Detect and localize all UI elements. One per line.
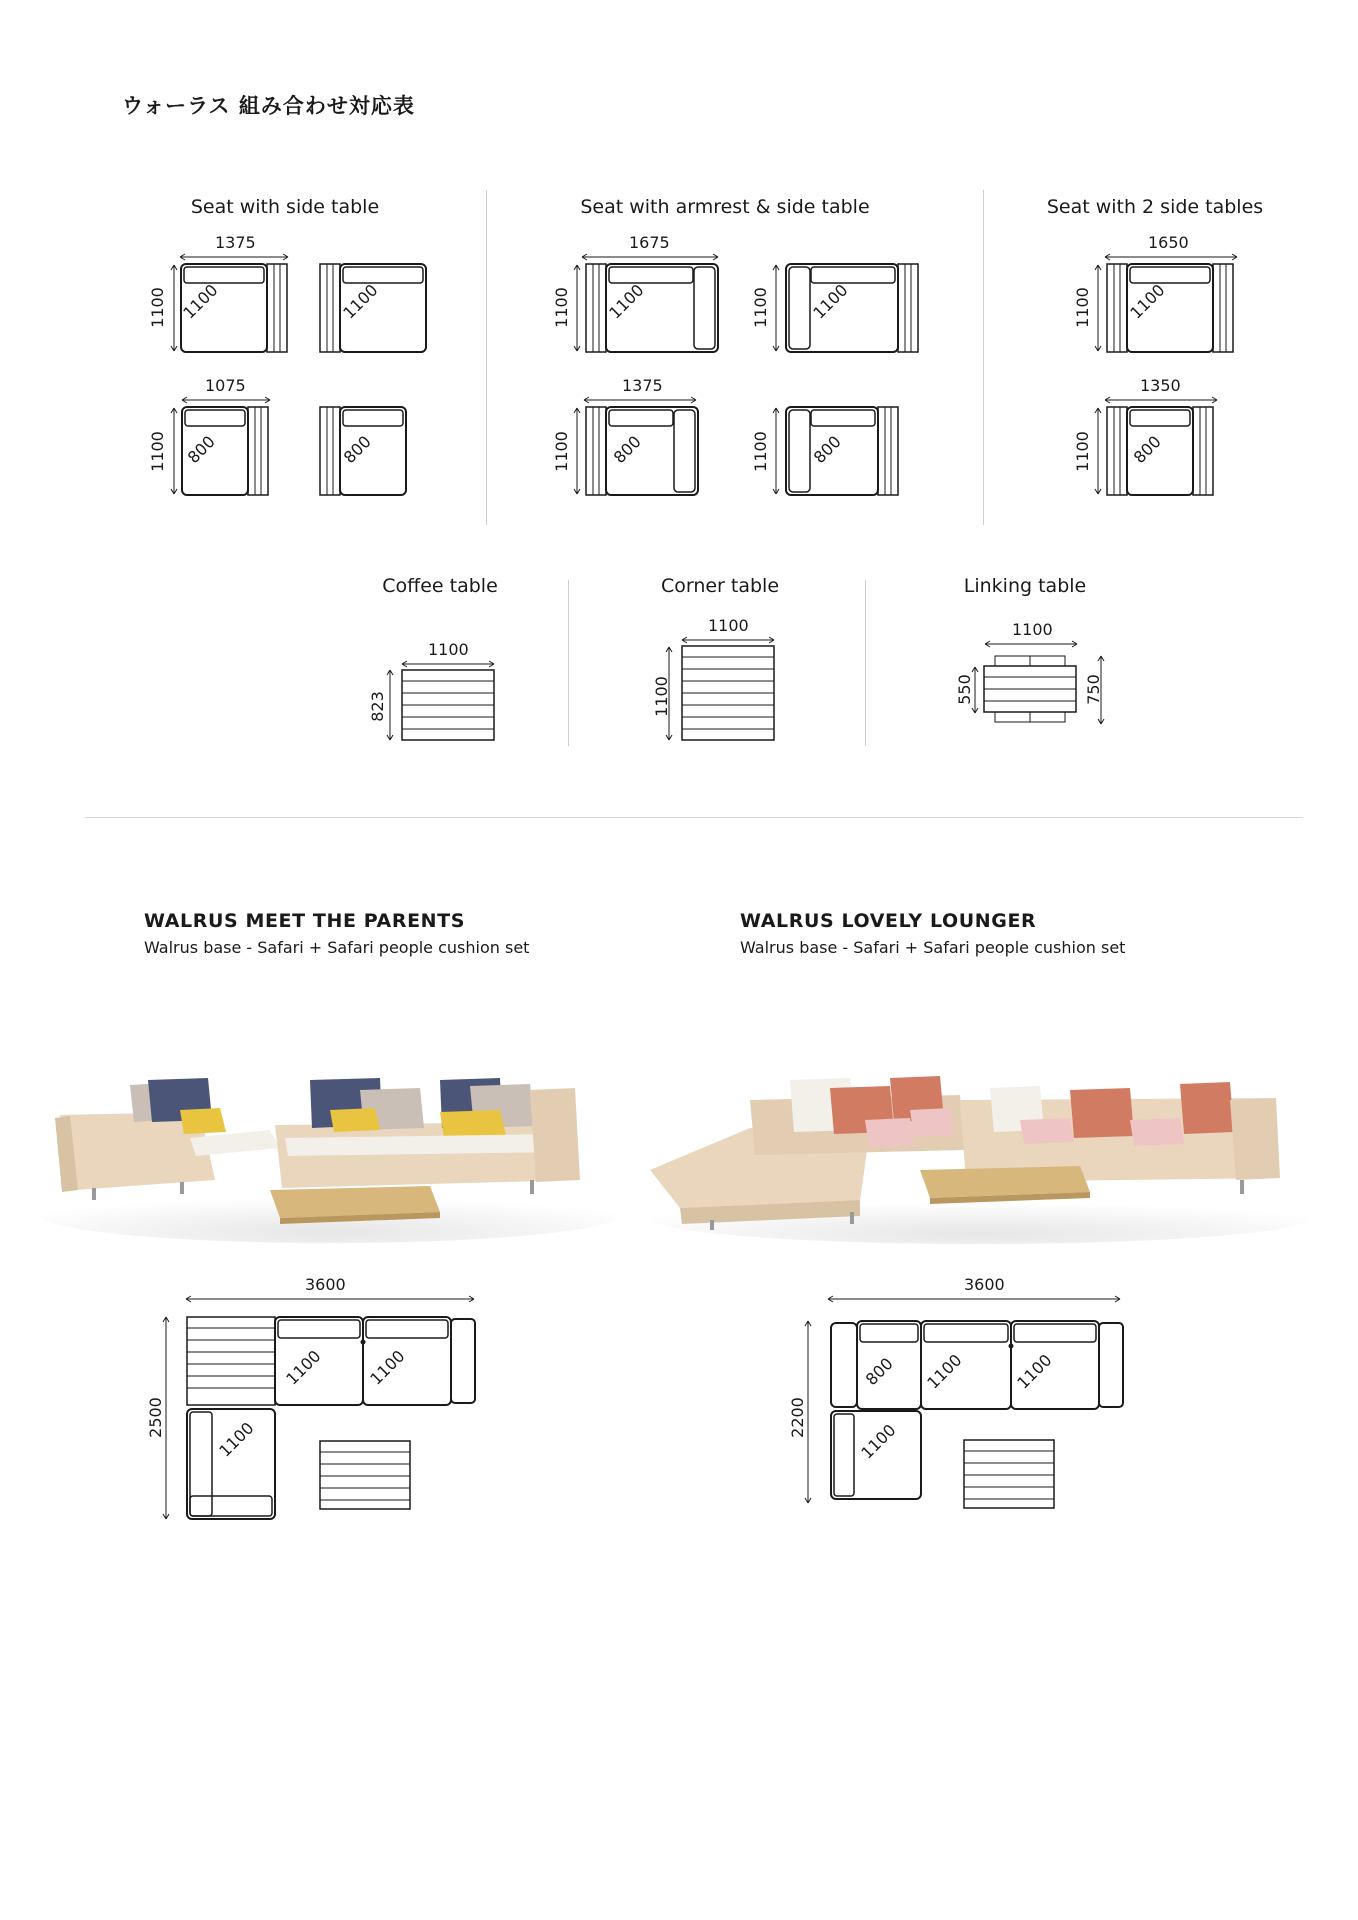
seat-dimension: 1100	[215, 1418, 258, 1461]
set-depth-dimension: 2200	[787, 1397, 807, 1438]
dimension-arrow	[178, 253, 290, 261]
seat-dimension: 1100	[339, 280, 382, 323]
dimension-arrow	[772, 264, 780, 352]
width-dimension: 1675	[629, 233, 670, 252]
divider	[983, 190, 984, 525]
seat-dimension: 800	[183, 431, 219, 468]
width-dimension: 1100	[428, 640, 469, 659]
dimension-arrow	[184, 1295, 476, 1303]
dimension-arrow	[1097, 655, 1105, 725]
sofa-photo-meet-the-parents	[30, 1030, 620, 1250]
dimension-arrow	[162, 1316, 170, 1520]
set-width-dimension: 3600	[964, 1275, 1005, 1294]
seat-with-side-table-plan-mirrored	[319, 263, 431, 355]
seat-dimension: 1100	[809, 280, 852, 323]
width-dimension: 1650	[1148, 233, 1189, 252]
seat-dimension: 800	[1129, 431, 1165, 468]
seat-dimension: 1100	[282, 1346, 325, 1389]
module-label-side-table: Seat with side table	[190, 196, 380, 218]
lovely-lounger-plan	[830, 1320, 1126, 1512]
seat-dimension: 1100	[179, 280, 222, 323]
seat-with-armrest-side-table-plan-small	[585, 406, 701, 498]
width-dimension: 1100	[1012, 620, 1053, 639]
seat-dimension: 800	[609, 431, 645, 468]
dimension-arrow	[804, 1320, 812, 1504]
seat-dimension: 1100	[605, 280, 648, 323]
divider	[865, 580, 866, 746]
dimension-arrow	[180, 396, 272, 404]
dimension-arrow	[573, 264, 581, 352]
sofa-photo-lovely-lounger	[640, 1040, 1330, 1250]
seat-dimension: 800	[809, 431, 845, 468]
set-width-dimension: 3600	[305, 1275, 346, 1294]
dimension-arrow	[1094, 407, 1102, 495]
dimension-arrow	[573, 407, 581, 495]
seat-dimension: 800	[339, 431, 375, 468]
depth-dimension: 1100	[147, 287, 167, 328]
dimension-arrow	[1094, 264, 1102, 352]
set-subtitle: Walrus base - Safari + Safari people cushion set	[144, 938, 530, 957]
coffee-table-plan	[401, 669, 495, 741]
table-label-coffee: Coffee table	[382, 575, 498, 597]
dimension-arrow	[1103, 253, 1239, 261]
depth-dimension: 1100	[551, 431, 571, 472]
seat-dimension: 1100	[366, 1346, 409, 1389]
depth-dimension: 1100	[750, 287, 770, 328]
dimension-arrow	[170, 264, 178, 352]
width-dimension: 1350	[1140, 376, 1181, 395]
width-dimension: 1100	[708, 616, 749, 635]
dimension-arrow	[971, 666, 979, 714]
seat-dimension: 1100	[1013, 1350, 1056, 1393]
dimension-arrow	[170, 407, 178, 495]
width-dimension: 1375	[622, 376, 663, 395]
divider	[568, 580, 569, 746]
extended-depth-dimension: 750	[1083, 674, 1103, 705]
dimension-arrow	[680, 636, 776, 644]
seat-dimension: 1100	[923, 1350, 966, 1393]
dimension-arrow	[772, 407, 780, 495]
set-subtitle: Walrus base - Safari + Safari people cushion set	[740, 938, 1126, 957]
seat-with-two-side-tables-plan-small	[1106, 406, 1218, 498]
seat-dimension: 1100	[857, 1420, 900, 1463]
linking-table-plan	[983, 655, 1079, 725]
dimension-arrow	[1103, 396, 1219, 404]
meet-the-parents-plan	[186, 1316, 478, 1522]
depth-dimension: 1100	[551, 287, 571, 328]
dimension-arrow	[665, 646, 673, 741]
width-dimension: 1075	[205, 376, 246, 395]
dimension-arrow	[582, 396, 698, 404]
dimension-arrow	[983, 640, 1079, 648]
depth-dimension: 1100	[750, 431, 770, 472]
depth-dimension: 1100	[651, 676, 671, 717]
dimension-arrow	[400, 660, 496, 668]
seat-with-armrest-side-table-plan-mirrored	[785, 263, 921, 355]
set-title: WALRUS MEET THE PARENTS	[144, 910, 466, 932]
corner-table-plan	[681, 645, 775, 741]
page-title: ウォーラス 組み合わせ対応表	[122, 94, 415, 118]
module-label-armrest-side-table: Seat with armrest & side table	[580, 196, 870, 218]
width-dimension: 1375	[215, 233, 256, 252]
depth-dimension: 1100	[1072, 287, 1092, 328]
divider	[486, 190, 487, 525]
seat-dimension: 800	[861, 1353, 897, 1390]
depth-dimension: 550	[954, 674, 974, 705]
depth-dimension: 1100	[147, 431, 167, 472]
dimension-arrow	[826, 1295, 1122, 1303]
dimension-arrow	[580, 253, 720, 261]
depth-dimension: 1100	[1072, 431, 1092, 472]
module-label-two-side-tables: Seat with 2 side tables	[1046, 196, 1264, 218]
depth-dimension: 823	[367, 691, 387, 722]
set-depth-dimension: 2500	[145, 1397, 165, 1438]
table-label-linking: Linking table	[963, 575, 1087, 597]
dimension-arrow	[386, 669, 394, 741]
seat-with-armrest-side-table-plan-small-mirrored	[785, 406, 901, 498]
seat-dimension: 1100	[1126, 280, 1169, 323]
set-title: WALRUS LOVELY LOUNGER	[740, 910, 1037, 932]
table-label-corner: Corner table	[660, 575, 780, 597]
section-divider	[85, 817, 1303, 818]
